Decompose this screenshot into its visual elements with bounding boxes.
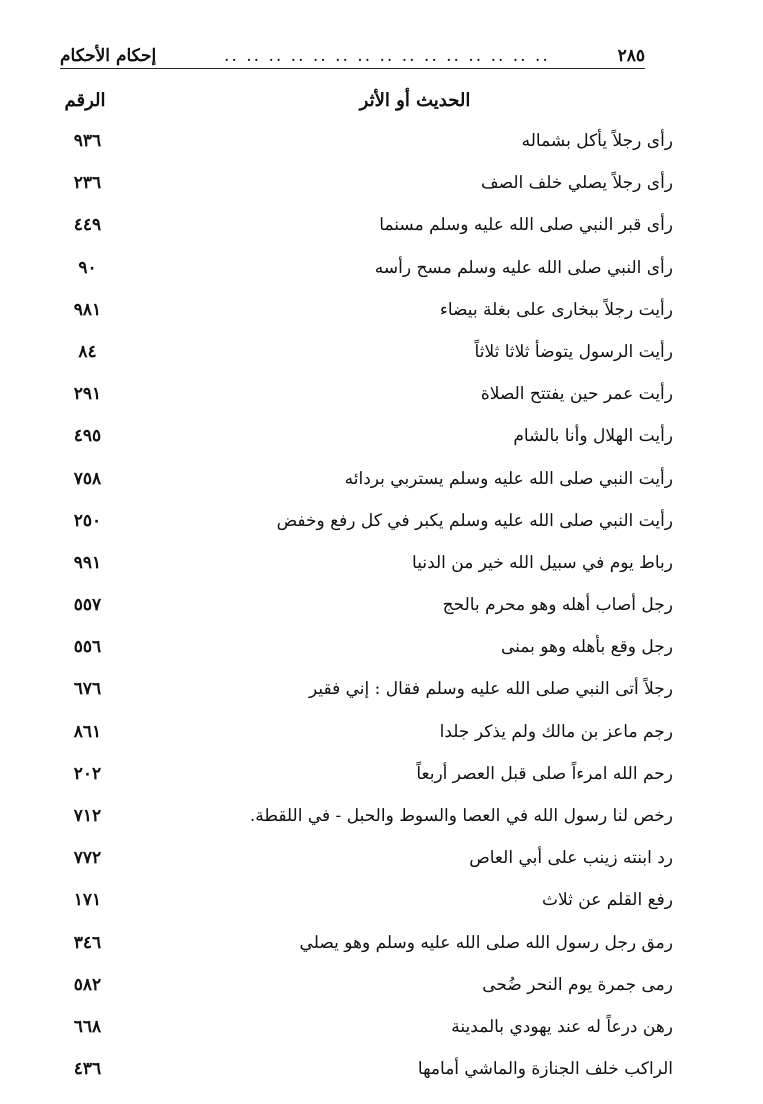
entry-number: ٩٩١ xyxy=(73,552,102,573)
entry-text: رجلاً أتى النبي صلى الله عليه وسلم فقال : إني فقير xyxy=(309,679,673,700)
entry-text: رأيت الهلال وأنا بالشام xyxy=(513,426,673,447)
entry-text: رباط يوم في سبيل الله خير من الدنيا xyxy=(412,552,673,573)
index-entry xyxy=(0,964,763,1006)
index-entry xyxy=(0,837,763,879)
entry-text: رمى جمرة يوم النحر ضُحى xyxy=(482,974,673,995)
entry-number: ٢٣٦ xyxy=(73,173,102,194)
index-entry xyxy=(0,584,763,626)
index-entry xyxy=(0,795,763,837)
entry-text: رأيت الرسول يتوضأ ثلاثا ثلاثاً xyxy=(474,341,673,362)
entry-number: ٨٤ xyxy=(78,341,97,362)
index-entry xyxy=(0,289,763,331)
index-entry xyxy=(0,922,763,964)
entry-text: الراكب خلف الجنازة والماشي أمامها xyxy=(417,1059,673,1080)
entry-number: ٩٣٦ xyxy=(73,131,102,151)
entry-number: ٩٨١ xyxy=(73,299,102,320)
entry-text: رخص لنا رسول الله في العصا والسوط والحبل - في اللقطة. xyxy=(249,806,673,826)
index-entry xyxy=(0,162,763,204)
number-column-header: الرقم xyxy=(64,90,106,111)
index-entry xyxy=(0,500,763,542)
index-entry xyxy=(0,879,763,921)
entry-text: رأيت رجلاً ببخارى على بغلة بيضاء xyxy=(439,299,673,320)
entry-number: ٥٥٧ xyxy=(73,595,102,616)
entry-text: رحم الله امرءاً صلى قبل العصر أربعاً xyxy=(416,763,673,784)
running-head xyxy=(60,36,645,66)
page-number: ٢٨٥ xyxy=(617,46,645,66)
entry-text: رمق رجل رسول الله صلى الله عليه وسلم وهو يصلي xyxy=(299,932,673,953)
entry-number: ٧٧٢ xyxy=(73,848,102,869)
index-entry xyxy=(0,1006,763,1048)
entry-text: رأى قبر النبي صلى الله عليه وسلم مسنما xyxy=(379,215,673,236)
entry-number: ٤٩٥ xyxy=(73,426,102,447)
entry-text: رأيت النبي صلى الله عليه وسلم يكبر في كل رفع وخفض xyxy=(276,510,673,531)
entry-text: رد ابنته زينب على أبي العاص xyxy=(469,848,673,869)
index-entry xyxy=(0,331,763,373)
entry-number: ٩٠ xyxy=(78,257,97,278)
leader-dots: .. .. .. .. .. .. .. .. .. .. .. .. .. .. .. xyxy=(224,46,550,66)
hadith-column-header: الحديث أو الأثر xyxy=(359,90,471,111)
entry-number: ٤٣٦ xyxy=(73,1059,102,1080)
entry-number: ٤٤٩ xyxy=(73,215,102,236)
entry-text: رأى النبي صلى الله عليه وسلم مسح رأسه xyxy=(374,257,673,278)
index-entry xyxy=(0,668,763,710)
index-entry xyxy=(0,753,763,795)
entry-number: ٥٥٦ xyxy=(73,637,102,658)
entry-text: رجل أصاب أهله وهو محرم بالحج xyxy=(442,595,673,616)
header-rule xyxy=(60,68,645,69)
index-entry xyxy=(0,626,763,668)
index-entry xyxy=(0,120,763,162)
entry-number: ٢٩١ xyxy=(73,384,102,405)
index-entry xyxy=(0,542,763,584)
entry-number: ٨٦١ xyxy=(73,721,102,742)
entry-number: ٧٥٨ xyxy=(73,468,102,489)
entry-number: ٣٤٦ xyxy=(73,932,102,953)
entry-text: رأى رجلاً يأكل بشماله xyxy=(521,131,673,151)
index-entry xyxy=(0,415,763,457)
entry-text: رجل وقع بأهله وهو بمنى xyxy=(500,637,673,658)
entry-text: رأيت عمر حين يفتتح الصلاة xyxy=(480,384,673,405)
index-list xyxy=(0,120,763,1090)
entry-number: ٦٧٦ xyxy=(73,679,102,700)
entry-text: رهن درعاً له عند يهودي بالمدينة xyxy=(451,1016,673,1037)
entry-text: رجم ماعز بن مالك ولم يذكر جلدا xyxy=(439,721,673,742)
entry-text: رفع القلم عن ثلاث xyxy=(541,890,673,911)
entry-number: ٢٠٢ xyxy=(73,763,102,784)
index-entry xyxy=(0,1048,763,1090)
book-title: إحكام الأحكام xyxy=(60,46,157,66)
entry-number: ٧١٢ xyxy=(73,806,102,826)
entry-number: ١٧١ xyxy=(73,890,102,911)
index-entry xyxy=(0,458,763,500)
entry-text: رأيت النبي صلى الله عليه وسلم يستربي بردائه xyxy=(344,468,673,489)
index-entry xyxy=(0,204,763,246)
entry-number: ٥٨٢ xyxy=(73,974,102,995)
index-entry xyxy=(0,373,763,415)
index-entry xyxy=(0,247,763,289)
entry-text: رأى رجلاً يصلي خلف الصف xyxy=(481,173,673,194)
entry-number: ٦٦٨ xyxy=(73,1016,102,1037)
index-entry xyxy=(0,711,763,753)
entry-number: ٢٥٠ xyxy=(73,510,102,531)
